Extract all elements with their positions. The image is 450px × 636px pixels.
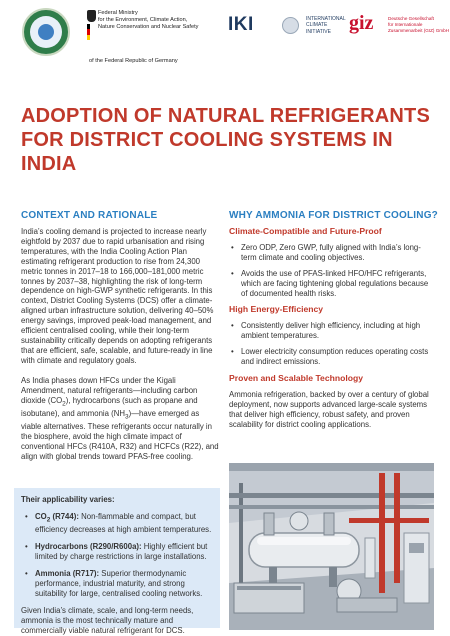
efficiency-subheading: High Energy-Efficiency: [229, 304, 324, 315]
efficiency-list: [229, 321, 434, 367]
why-ammonia-heading: WHY AMMONIA FOR DISTRICT COOLING?: [229, 210, 438, 221]
list-item: • Avoids the use of PFAS-linked HFO/HFC refrigerants, which are facing tightening global regulations because of documented health risks.: [229, 269, 434, 299]
german-flag-icon: [87, 24, 90, 40]
applicability-list: [21, 512, 215, 599]
iki-name: INTERNATIONAL CLIMATE INITIATIVE: [306, 16, 346, 35]
giz-wordmark: giz: [349, 12, 374, 34]
list-item: • Hydrocarbons (R290/R600a): Highly efficient but limited by charge restrictions in large installations.: [21, 542, 215, 562]
applicability-box: [14, 488, 220, 635]
context-heading: CONTEXT AND RATIONALE: [21, 210, 158, 221]
context-paragraph-1: India’s cooling demand is projected to increase nearly eightfold by 2037 due to rapid urbanisation and rising temperatures, with the India Cooling Action Plan estimating refrigerant production to rise from 24,300 metric tonnes in 2017–18 to 166,000–181,000 metric tonnes by 2037–38, highlighting the risk of long-term dependence on high-GWP synthetic refrigerants. In this context, District Cooling Systems (DCS) offer a climate-aligned urban infrastructure solution, delivering 40–50% energy savings, improved peak-load management, and efficient centralised cooling, while their long-term sustainability critically depends on adopting refrigerants that are efficient, safe, scalable, and future-ready in line with climate and regulatory goals.: [21, 227, 214, 365]
why-ammonia-section: [229, 227, 434, 430]
context-section: [21, 227, 221, 472]
list-item: • Consistently deliver high efficiency, including at high ambient temperatures.: [229, 321, 434, 341]
proven-subheading: Proven and Scalable Technology: [229, 372, 364, 383]
giz-logo: [349, 12, 450, 35]
ammonia-plant-illustration: [229, 463, 434, 630]
list-item: • Ammonia (R717): Superior thermodynamic performance, industrial maturity, and strong suitability for large, centralised cooling networks.: [21, 569, 215, 599]
federal-republic-caption: of the Federal Republic of Germany: [89, 58, 178, 64]
federal-eagle-icon: [87, 10, 96, 22]
list-item: • $CO_2$ (R744): Non-flammable and compact, but efficiency decreases at high ambient temperatures.: [21, 512, 215, 535]
proven-paragraph: Ammonia refrigeration, backed by over a century of global deployment, now supports advanced large-scale systems that deliver high efficiency, robust safety, and proven scalability for district cooling applications.: [229, 389, 429, 429]
context-paragraph-2: As India phases down HFCs under the Kigali Amendment, natural refrigerants—including carbon dioxide $(CO_2)$, hydrocarbons (such as propane and isobutane), and ammonia $(NH_3)—have$ emerged as viable alternatives. These refrigerants occur naturally in the biosphere, avoid the high climate impact of conventional HFCs (R410A, R32) and HCFCs (R22), and align with global trends toward PFAS-free cooling.: [21, 375, 219, 462]
emblem-logo: [22, 8, 70, 56]
iki-wordmark: IKI: [228, 14, 254, 35]
climate-subheading: Climate-Compatible and Future-Proof: [229, 226, 382, 236]
ministry-name: Federal Ministry for the Environment, Climate Action, Nature Conservation and Nuclear Safety: [98, 10, 199, 31]
page-title: ADOPTION OF NATURAL REFRIGERANTS FOR DISTRICT COOLING SYSTEMS IN INDIA: [21, 105, 430, 175]
iki-logo: [228, 14, 346, 36]
climate-list: [229, 243, 434, 299]
header-logos: [0, 0, 450, 70]
globe-icon: [282, 17, 299, 34]
applicability-closing: Given India’s climate, scale, and long-term needs, ammonia is the most technically mature and commercially viable natural refrigerant for DCS.: [21, 605, 194, 635]
giz-name: Deutsche Gesellschaft für Internationale Zusammenarbeit (GIZ) GmbH: [388, 16, 450, 33]
list-item: • Lower electricity consumption reduces operating costs and indirect emissions.: [229, 347, 434, 367]
list-item: • Zero ODP, Zero GWP, fully aligned with India’s long-term climate and cooling objectives.: [229, 243, 434, 263]
plant-room-photo: [229, 463, 434, 630]
applicability-title: Their applicability varies:: [21, 495, 115, 504]
